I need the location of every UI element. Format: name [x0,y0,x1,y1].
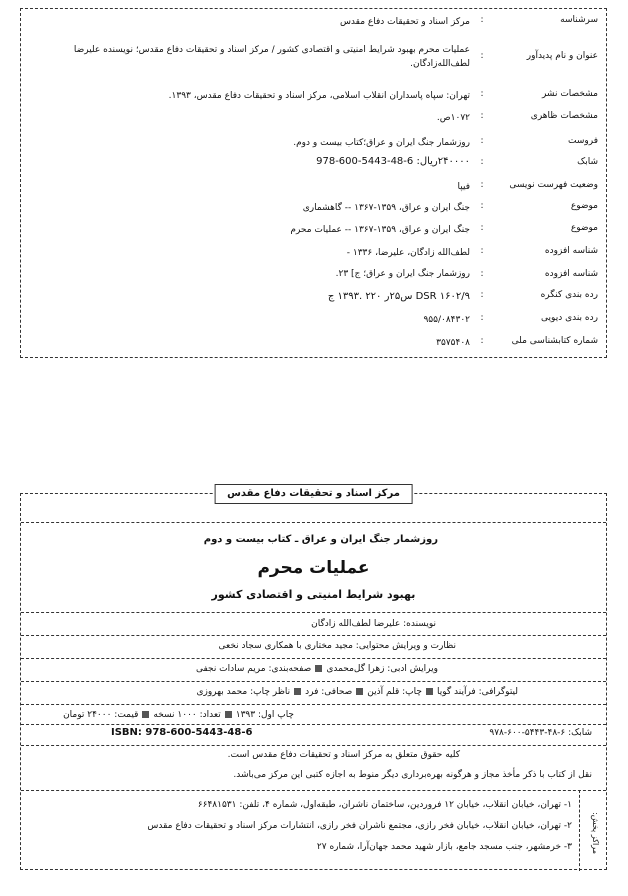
divider [21,658,606,659]
catalog-colon: : [480,313,484,323]
literary-editor: ویرایش ادبی: زهرا گل‌محمدی [326,664,438,674]
catalog-colon: : [480,290,484,300]
address-2: ۲- تهران، خیابان انقلاب، خیابان فخر رازی، مجتمع ناشران فخر رازی، انتشارات مرکز اسناد و تحقیقات دفاع مقدس [147,821,572,831]
divider [21,724,606,725]
catalog-value: مرکز اسناد و تحقیقات دفاع مقدس [339,17,470,27]
catalog-label: عنوان و نام پدیدآور [526,51,598,61]
isbn-persian: شابک: ۶-۴۸-۵۴۴۳-۶۰۰-۹۷۸ [489,728,592,738]
catalog-value: روزشمار جنگ ایران و عراق؛کتاب بیست و دوم. [293,138,470,148]
layout-designer: صفحه‌بندی: مریم سادات نجفی [195,664,312,674]
square-bullet-icon [315,665,322,672]
catalog-label: رده بندی دیویی [541,313,598,323]
publisher-name: مرکز اسناد و تحقیقات دفاع مقدس [214,484,413,504]
catalog-value: فیپا [457,182,470,192]
catalog-label: شناسه افزوده [544,269,598,279]
catalog-label: شناسه افزوده [544,246,598,256]
divider [21,681,606,682]
imprint-box [20,488,607,870]
catalog-colon: : [480,269,484,279]
reproduction-notice: نقل از کتاب با ذکر مأخذ مجاز و هرگونه بهره‌برداری دیگر منوط به اجازه کتبی این مرکز می‌باشد. [233,770,592,780]
isbn-english: ISBN: 978-600-5443-48-6 [111,727,253,738]
print-supervisor: ناظر چاپ: محمد بهروزی [196,687,291,697]
author-line: نویسنده: علیرضا لطف‌الله زادگان [311,619,436,629]
catalog-value: تهران: سپاه پاسداران انقلاب اسلامی، مرکز اسناد و تحقیقات دفاع مقدس، ۱۳۹۳. [168,91,470,101]
catalog-colon: : [480,15,484,25]
catalog-label: وضعیت فهرست نویسی [509,180,598,190]
binder: صحافی: فرد [305,687,353,697]
catalog-value: جنگ ایران و عراق، ۱۳۵۹-۱۳۶۷ -- گاهشماری [302,203,470,213]
catalog-colon: : [480,246,484,256]
catalog-value: روزشمار جنگ ایران و عراق؛ ج] ۲۳. [335,269,470,279]
catalog-value: ۱۰۷۲ص. [436,113,470,123]
square-bullet-icon [356,688,363,695]
catalog-colon: : [480,223,484,233]
catalog-label: فروست [568,136,598,146]
supervision-line: نظارت و ویرایش محتوایی: مجید مختاری با همکاری سجاد نخعی [218,641,456,651]
catalog-value: DSR ۱۶۰۲/۹ س۲۵ر ۲۲۰ .۱۳۹۳ ج [327,291,470,302]
catalog-label: مشخصات ظاهری [530,111,598,121]
catalog-value: عملیات محرم بهبود شرایط امنیتی و اقتصادی کشور / مرکز اسناد و تحقیقات دفاع مقدس؛ نویسنده علیرضا لطف‌الله‌زادگان. [73,45,470,69]
edition: چاپ اول: ۱۳۹۳ [235,710,294,720]
catalog-colon: : [480,157,484,167]
catalog-label: رده بندی کنگره [540,290,598,300]
catalog-colon: : [480,336,484,346]
price: قیمت: ۲۴۰۰۰ تومان [63,710,139,720]
catalog-value: ۳۵۷۵۴۰۸ [436,338,470,348]
series-title: روزشمار جنگ ایران و عراق ـ کتاب بیست و دوم [203,534,438,545]
divider [21,704,606,705]
catalog-value: لطف‌الله زادگان، علیرضا، ۱۳۳۶ - [346,248,470,258]
catalog-colon: : [480,89,484,99]
editing-line [196,664,438,674]
copies: تعداد: ۱۰۰۰ نسخه [153,710,221,720]
book-subtitle: بهبود شرایط امنیتی و اقتصادی کشور [211,588,416,601]
catalog-label: موضوع [570,223,598,233]
square-bullet-icon [142,711,149,718]
catalog-label: سرشناسه [560,15,598,25]
catalog-colon: : [480,111,484,121]
distribution-centers [21,790,606,871]
catalog-value: ۹۵۵/۰۸۴۳۰۲ [423,315,470,325]
catalog-label: موضوع [570,201,598,211]
cataloging-in-publication-box [20,8,607,358]
catalog-label: شابک [577,157,598,167]
distribution-label-column [579,790,606,871]
catalog-label: مشخصات نشر [541,89,598,99]
production-line [196,687,518,697]
catalog-colon: : [480,201,484,211]
catalog-colon: : [480,180,484,190]
square-bullet-icon [225,711,232,718]
square-bullet-icon [426,688,433,695]
catalog-colon: : [480,136,484,146]
catalog-value: ۲۴۰۰۰۰ریال: 6-48-5443-600-978 [316,156,470,167]
address-3: ۳- خرمشهر، جنب مسجد جامع، بازار شهید محمد جهان‌آرا، شماره ۲۷ [316,842,572,852]
divider [21,745,606,746]
edition-line [63,710,294,720]
printer: چاپ: قلم آذین [367,687,422,697]
catalog-value: جنگ ایران و عراق، ۱۳۵۹-۱۳۶۷ -- عملیات محرم [290,225,470,235]
rights-notice: کلیه حقوق متعلق به مرکز اسناد و تحقیقات دفاع مقدس است. [227,750,460,760]
book-title: عملیات محرم [257,558,370,578]
catalog-label: شماره کتابشناسی ملی [511,336,598,346]
divider [21,522,606,523]
catalog-colon: : [480,51,484,61]
divider [21,635,606,636]
lithography: لیتوگرافی: فرآیند گویا [436,687,518,697]
square-bullet-icon [294,688,301,695]
divider [21,612,606,613]
distribution-label: مراکز پخش: [591,812,600,854]
address-1: ۱- تهران، خیابان انقلاب، خیابان ۱۲ فروردین، ساختمان ناشران، طبقه‌اول، شماره ۴، تلفن: ۶۶۴۸۱۵۳۱ [197,800,572,810]
